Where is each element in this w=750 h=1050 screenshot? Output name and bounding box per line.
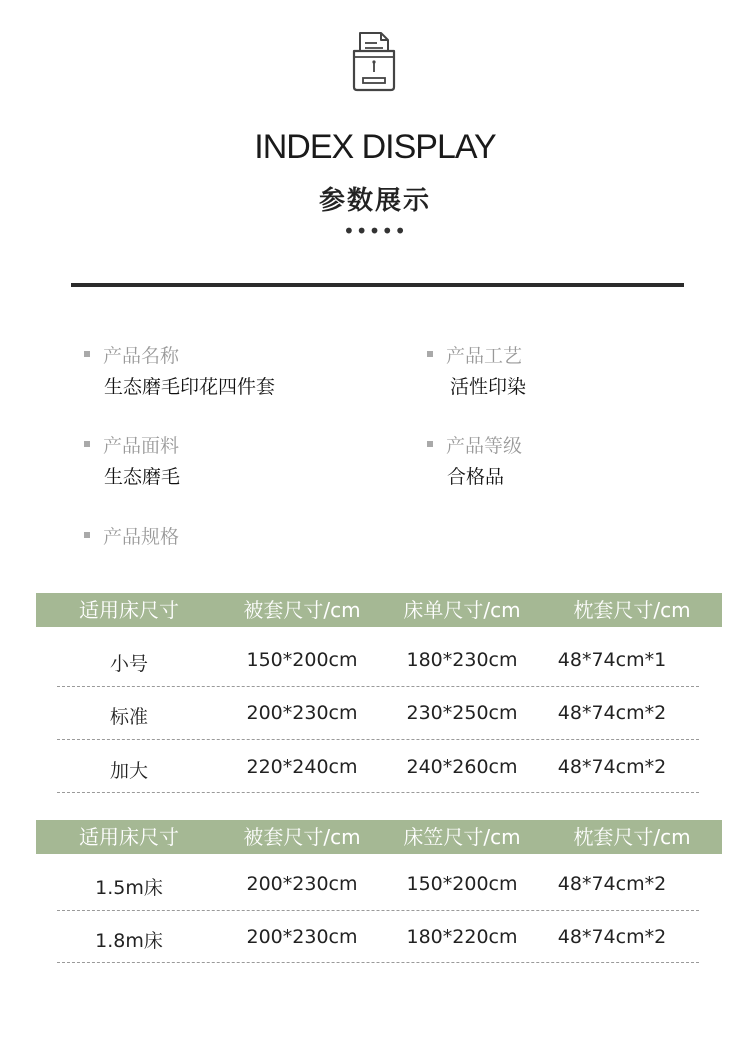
page-title-en: INDEX DISPLAY <box>254 128 496 166</box>
table-cell: 180*230cm <box>406 649 518 671</box>
craft-label: 产品工艺 <box>427 341 522 368</box>
name-label: 产品名称 <box>84 341 179 368</box>
table-cell: 1.8m床 <box>95 930 163 952</box>
table2-header <box>36 820 722 854</box>
table-cell: 200*230cm <box>246 926 358 948</box>
table1-header-cell: 被套尺寸/cm <box>243 598 361 622</box>
table-cell: 150*200cm <box>406 873 518 895</box>
row-divider <box>57 739 699 740</box>
title-dots: ••••• <box>343 219 407 243</box>
fabric-label: 产品面料 <box>84 431 179 458</box>
table-cell: 48*74cm*2 <box>557 756 667 778</box>
fabric-value: 生态磨毛 <box>104 466 181 488</box>
document-box-icon <box>351 29 397 93</box>
page-title-cn: 参数展示 <box>318 186 431 216</box>
table-cell: 200*230cm <box>246 873 358 895</box>
row-divider <box>57 910 699 911</box>
table-cell: 48*74cm*1 <box>557 649 667 671</box>
table1-header <box>36 593 722 627</box>
spec-label: 产品规格 <box>84 522 179 549</box>
table-cell: 48*74cm*2 <box>557 702 667 724</box>
table2-header-cell: 床笠尺寸/cm <box>403 825 521 849</box>
grade-value: 合格品 <box>447 466 505 488</box>
table-cell: 标准 <box>109 706 148 728</box>
craft-value: 活性印染 <box>450 376 527 398</box>
table2-header-cell: 适用床尺寸 <box>79 825 179 849</box>
row-divider <box>57 686 699 687</box>
name-value: 生态磨毛印花四件套 <box>104 376 276 398</box>
table2-header-cell: 被套尺寸/cm <box>243 825 361 849</box>
table-cell: 230*250cm <box>406 702 518 724</box>
table-cell: 1.5m床 <box>95 877 163 899</box>
grade-label: 产品等级 <box>427 431 522 458</box>
table1-header-cell: 适用床尺寸 <box>79 598 179 622</box>
table-cell: 240*260cm <box>406 756 518 778</box>
section-divider <box>71 283 684 287</box>
table-cell: 48*74cm*2 <box>557 926 667 948</box>
table1-header-cell: 床单尺寸/cm <box>403 598 521 622</box>
table-cell: 200*230cm <box>246 702 358 724</box>
table-cell: 220*240cm <box>246 756 358 778</box>
table-cell: 150*200cm <box>246 649 358 671</box>
row-divider <box>57 962 699 963</box>
table2-header-cell: 枕套尺寸/cm <box>573 825 691 849</box>
table-cell: 48*74cm*2 <box>557 873 667 895</box>
table-cell: 小号 <box>109 653 148 675</box>
row-divider <box>57 792 699 793</box>
table1-header-cell: 枕套尺寸/cm <box>573 598 691 622</box>
table-cell: 加大 <box>109 760 148 782</box>
table-cell: 180*220cm <box>406 926 518 948</box>
